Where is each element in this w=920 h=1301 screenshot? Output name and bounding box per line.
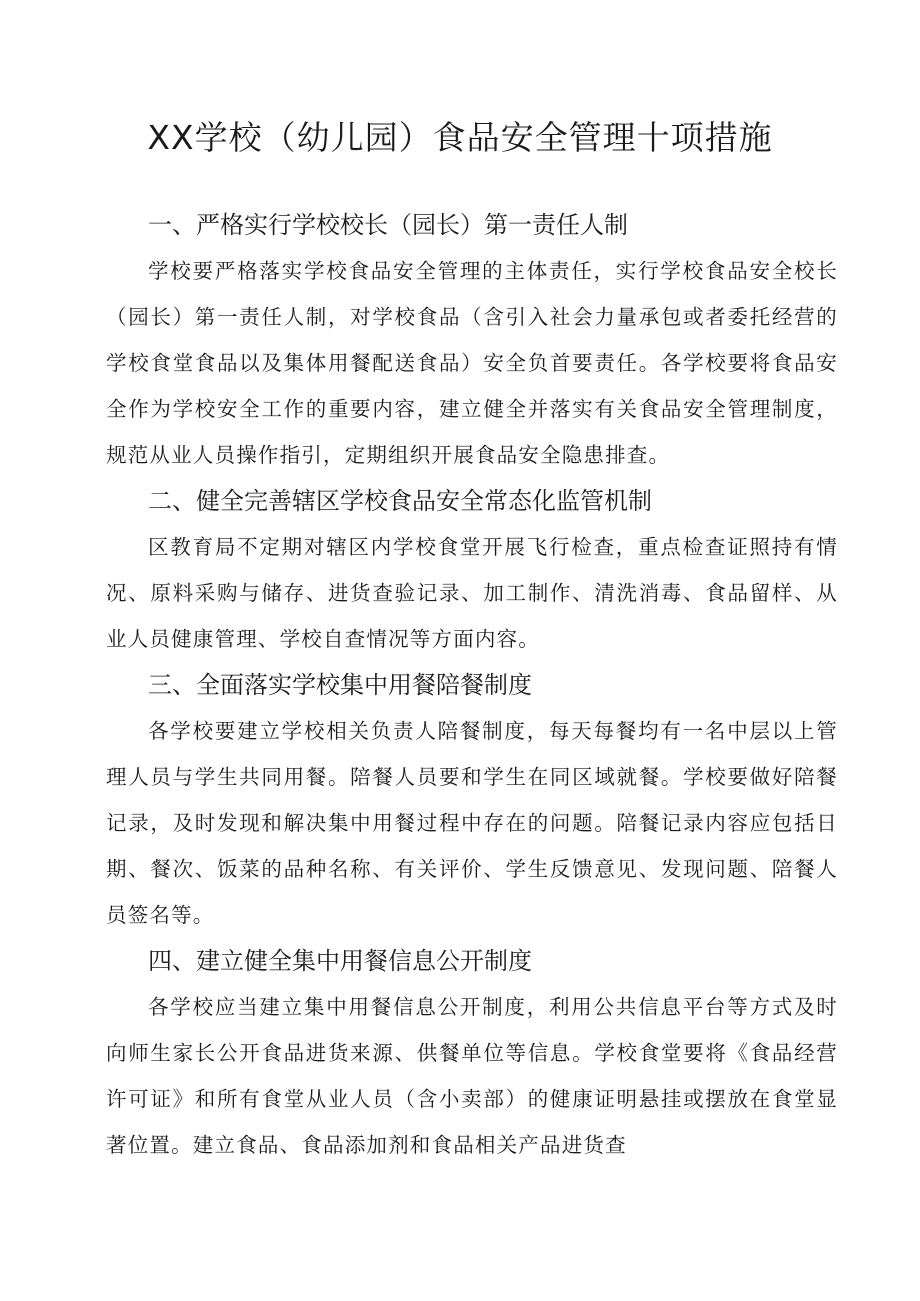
document-content <box>106 202 838 1168</box>
section-1 <box>106 202 838 478</box>
section-4 <box>106 938 838 1168</box>
document-title: XX学校（幼儿园）食品安全管理十项措施 <box>147 118 773 157</box>
section-paragraph: 区教育局不定期对辖区内学校食堂开展飞行检查，重点检查证照持有情况、原料采购与储存、进货查验记录、加工制作、清洗消毒、食品留样、从业人员健康管理、学校自查情况等方面内容。 <box>106 535 838 651</box>
section-heading: 一、严格实行学校校长（园长）第一责任人制 <box>148 211 628 239</box>
section-paragraph: 各学校要建立学校相关负责人陪餐制度，每天每餐均有一名中层以上管理人员与学生共同用餐。陪餐人员要和学生在同区域就餐。学校要做好陪餐记录，及时发现和解决集中用餐过程中存在的问题。陪餐记录内容应包括日期、餐次、饭菜的品种名称、有关评价、学生反馈意见、发现问题、陪餐人员签名等。 <box>106 719 838 927</box>
section-heading: 三、全面落实学校集中用餐陪餐制度 <box>148 671 532 699</box>
section-paragraph: 各学校应当建立集中用餐信息公开制度，利用公共信息平台等方式及时向师生家长公开食品进货来源、供餐单位等信息。学校食堂要将《食品经营许可证》和所有食堂从业人员（含小卖部）的健康证明悬挂或摆放在食堂显著位置。建立食品、食品添加剂和食品相关产品进货查 <box>106 995 838 1157</box>
section-heading: 四、建立健全集中用餐信息公开制度 <box>148 947 532 975</box>
section-3 <box>106 662 838 938</box>
section-heading: 二、健全完善辖区学校食品安全常态化监管机制 <box>148 487 652 515</box>
section-2 <box>106 478 838 662</box>
section-paragraph: 学校要严格落实学校食品安全管理的主体责任，实行学校食品安全校长（园长）第一责任人制，对学校食品（含引入社会力量承包或者委托经营的学校食堂食品以及集体用餐配送食品）安全负首要责任。各学校要将食品安全作为学校安全工作的重要内容，建立健全并落实有关食品安全管理制度，规范从业人员操作指引，定期组织开展食品安全隐患排查。 <box>106 259 838 467</box>
